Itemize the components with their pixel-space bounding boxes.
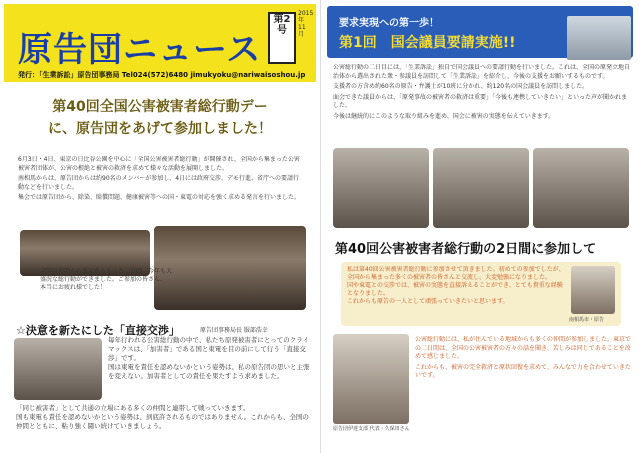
intro-paragraph: 6月3日・4日、東京の日比谷公園を中心に「全国公害被害者総行動」が開催され、全国から集まった公害被害者団体が、公害の根絶と被害の救済を求めて様々な活動を展開しました。: [18, 156, 300, 172]
headline-line-2: に、原告団をあげて参加しました！: [48, 121, 272, 137]
decision-paragraph: 「同じ被害者」として共通の立場にある多くの仲間と連帯して戦っていきます。: [16, 404, 250, 412]
second-person-caption: 原告団伊達支部 代表・久保田さん: [333, 426, 410, 432]
testimonial-paragraph: これからも、被害の完全救済と原状回復を求めて、みんなで力を合わせていきたいです。: [415, 363, 631, 379]
decision-paragraph: 国も東電も責任を認めないかという姿勢は、到底許されるものではありません。これからも、全国の仲間とともに、粘り強く闘い続けていきましょう。: [16, 413, 309, 430]
right-kicker: 要求実現への第一歩！: [339, 18, 439, 29]
intro-text: [18, 156, 304, 228]
diet-paragraph: 今後は継続的にこのような取り組みを進め、国会に被害の実態を伝えていきます。: [333, 112, 555, 120]
second-testimonial-text: [415, 336, 633, 446]
decision-heading: ☆決意を新たにした「直接交渉」: [16, 324, 180, 337]
first-testimonial-panel: [341, 262, 621, 326]
negotiation-photo: [14, 338, 102, 400]
diet-photo-1: [333, 148, 429, 228]
issue-number: 第2号: [273, 14, 291, 36]
diet-paragraph: 面会できた議員からは、「原発事故の被害者の救済は重要」「今後も連携していきたい」といった声が聞かれました。: [333, 93, 628, 109]
diet-paragraph: 支援者の方含め約60名の原告・弁護士が10班に分かれ、約120名の国会議員を訪問しました。: [333, 83, 589, 90]
headline-line-1: 第40回全国公害被害者総行動デー: [52, 99, 268, 115]
issue-number-box: [268, 12, 296, 64]
right-title: 第1回 国会議員要請実施!!: [339, 35, 516, 51]
main-headline: [18, 96, 302, 152]
diet-photo-2: [433, 148, 529, 228]
masthead: [4, 4, 316, 82]
diet-building-photo: [567, 16, 631, 60]
masthead-title: 原告団ニュース: [18, 30, 262, 70]
second-person-photo: [333, 334, 409, 424]
participation-subheading: 第40回公害被害者総行動の2日間に参加して: [335, 242, 597, 257]
first-person-photo: [571, 266, 615, 314]
decision-paragraph: 毎年行われる公害総行動の中で、私たち原発被害者にとってのクライマックスは、「加害者」である国と東電を目の前にして行う「直接交渉」です。: [108, 336, 310, 362]
diet-photo-3: [533, 148, 629, 228]
publisher-line: 発行：「生業訴訟」原告団事務局 Tel024(572)6480 jimukyoku@nariwaisoshou.jp: [18, 71, 306, 79]
photo-caption-box: [40, 268, 172, 298]
right-header: [327, 6, 633, 58]
decision-text-top: [108, 336, 312, 404]
decision-paragraph: 国は東電を責任を認めないかという姿勢は、私の原告団の思いと主張を変えない。加害者としての責任を果たすよう求めました。: [108, 363, 310, 380]
intro-paragraph: 集会では原告団から、除染、賠償問題、健康被害等への国・東電の対応を強く求める発言を行いました。: [18, 194, 301, 201]
testimonial-paragraph: 私は第40回公害被害者総行動に参加させて頂きました。初めての参加でしたが、全国から集まった多くの被害者の皆さんと交流し、大変勉強になりました。: [347, 266, 565, 281]
first-testimonial-text: [347, 266, 565, 322]
photo-caption: 全国の仲間から勇気をもらった二日間、今年も大盛況な総行動ができました。ご参加の皆さん、本当にお疲れ様でした！: [40, 268, 173, 291]
testimonial-paragraph: 公害総行動には、私が住んでいる地域からも多くの仲間が参加しました。東京での二日間は、全国の公害被害者の方々の話を聞き、苦しみは同じであることを改めて感じました。: [415, 336, 632, 360]
intro-paragraph: 南相馬からは、原告団からは約90名のメンバーが参加し、4日には政府交渉、デモ行進、省庁への要請行動などを行いました。: [18, 175, 300, 191]
testimonial-paragraph: 国や東電との交渉では、被害の実態を直接訴えることができ、とても貴重な経験となりました。: [347, 282, 563, 297]
decision-byline: 原告団事務局長 服部浩幸: [200, 327, 268, 334]
rally-photo-large: [154, 226, 306, 310]
testimonial-paragraph: これからも原告の一人として頑張っていきたいと思います。: [347, 298, 509, 305]
diet-paragraph: 公害総行動の二日目には、「生業訴訟」独自で国会議員への要請行動を行いました。これは、全国の原発立地自治体から選出された衆・参議員を訪問して「生業訴訟」を紹介し、今後の支援をお願いするものです。: [333, 64, 631, 80]
diet-visit-text: [333, 64, 631, 144]
first-person-caption: 南相馬市・原告: [569, 317, 605, 323]
right-page: [320, 0, 640, 453]
issue-date: 2015年11月: [298, 10, 314, 38]
decision-text-bottom: [16, 404, 310, 450]
